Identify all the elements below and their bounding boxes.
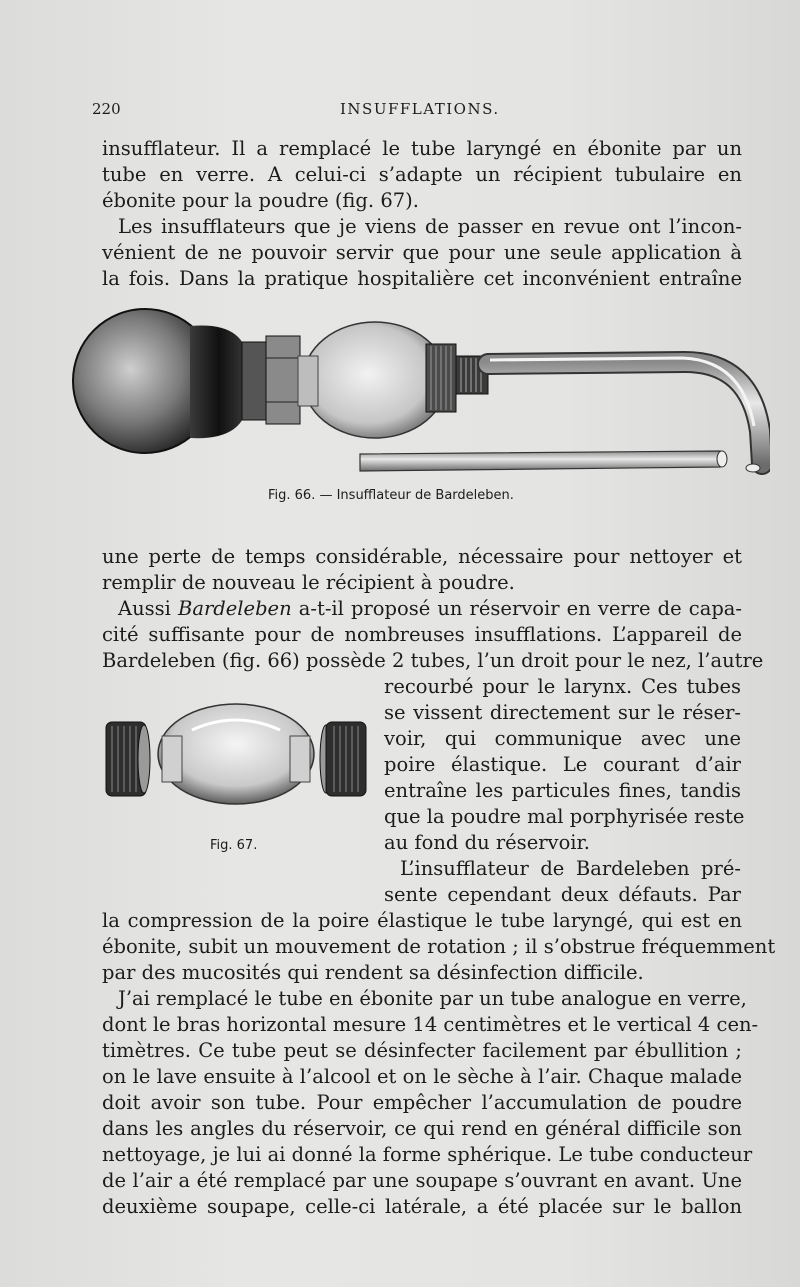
running-head: INSUFFLATIONS. <box>340 100 500 118</box>
text-line: au fond du réservoir. <box>384 831 590 854</box>
text-line: Bardeleben (fig. 66) possède 2 tubes, l’un droit pour le nez, l’autre <box>102 649 764 672</box>
text-line: timètres. Ce tube peut se désinfecter facilement par ébullition ; <box>102 1039 742 1062</box>
text-line: L’insufflateur de Bardeleben pré- <box>400 857 741 880</box>
text-line: par des mucosités qui rendent sa désinfection difficile. <box>102 961 644 984</box>
text-line: voir, qui communique avec une <box>384 727 741 750</box>
author-name-italic: Bardeleben <box>178 597 292 620</box>
text-line: recourbé pour le larynx. Ces tubes <box>384 675 741 698</box>
text-line: entraîne les particules fines, tandis <box>384 779 741 802</box>
text-line: on le lave ensuite à l’alcool et on le sèche à l’air. Chaque malade <box>102 1065 742 1088</box>
figure-67-caption: Fig. 67. <box>210 838 258 853</box>
text-line: que la poudre mal porphyrisée reste <box>384 805 745 828</box>
text-line: dont le bras horizontal mesure 14 centimètres et le vertical 4 cen- <box>102 1013 759 1036</box>
text-line: nettoyage, je lui ai donné la forme sphérique. Le tube conducteur <box>102 1143 753 1166</box>
text-line: doit avoir son tube. Pour empêcher l’accumulation de poudre <box>102 1091 742 1114</box>
text-line: deuxième soupape, celle-ci latérale, a été placée sur le ballon <box>102 1195 742 1218</box>
text-line: poire élastique. Le courant d’air <box>384 753 741 776</box>
text-line: dans les angles du réservoir, ce qui rend en général difficile son <box>102 1117 742 1140</box>
text-line: J’ai remplacé le tube en ébonite par un tube analogue en verre, <box>118 987 747 1010</box>
text-line: Les insufflateurs que je viens de passer en revue ont l’incon- <box>118 215 742 238</box>
text-line: ébonite pour la poudre (fig. 67). <box>102 189 419 212</box>
text-line: de l’air a été remplacé par une soupape s’ouvrant en avant. Une <box>102 1169 742 1192</box>
text-line: une perte de temps considérable, nécessaire pour nettoyer et <box>102 545 742 568</box>
page-header <box>92 100 732 124</box>
text-line: la compression de la poire élastique le tube laryngé, qui est en <box>102 909 742 932</box>
figure-66-caption: Fig. 66. — Insufflateur de Bardeleben. <box>268 488 514 503</box>
text-line: tube en verre. A celui-ci s’adapte un récipient tubulaire en <box>102 163 742 186</box>
text-line: la fois. Dans la pratique hospitalière cet inconvénient entraîne <box>102 267 742 290</box>
text-line: ébonite, subit un mouvement de rotation ; il s’obstrue fréquemment <box>102 935 776 958</box>
text-fragment: a-t-il proposé un réservoir en verre de capa- <box>298 597 743 620</box>
text-line: insufflateur. Il a remplacé le tube laryngé en ébonite par un <box>102 137 742 160</box>
text-line <box>118 596 742 622</box>
text-line: se vissent directement sur le réser- <box>384 701 741 724</box>
figure-67-reservoir-illustration <box>100 696 372 808</box>
text-line: remplir de nouveau le récipient à poudre. <box>102 571 515 594</box>
text-word: Aussi <box>118 597 171 620</box>
figure-66-insufflator-illustration <box>70 306 770 486</box>
page-number: 220 <box>92 100 121 118</box>
text-line: cité suffisante pour de nombreuses insufflations. L’appareil de <box>102 623 742 646</box>
text-line: sente cependant deux défauts. Par <box>384 883 741 906</box>
text-line: vénient de ne pouvoir servir que pour une seule application à <box>102 241 742 264</box>
